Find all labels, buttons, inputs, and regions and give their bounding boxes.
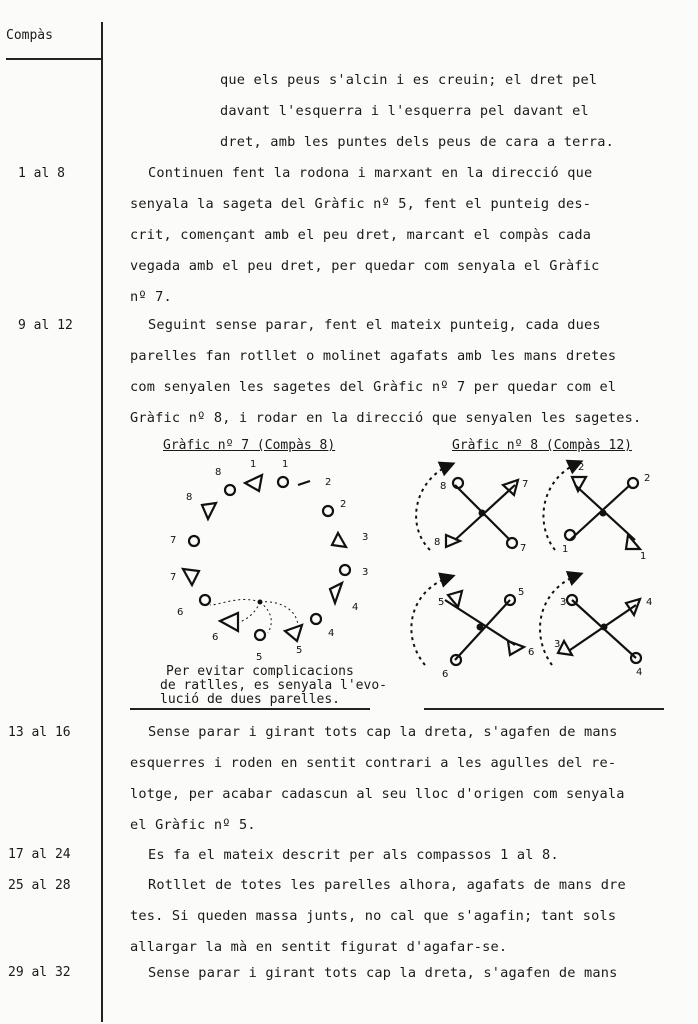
margin-label: 9 al 12 bbox=[18, 318, 73, 333]
dancer-label: 7 bbox=[522, 479, 529, 490]
figure-note-line: Per evitar complicacions bbox=[166, 664, 354, 679]
text-line: Rotllet de totes les parelles alhora, agafats de mans dre bbox=[148, 877, 626, 893]
dancer-label: 8 bbox=[186, 492, 193, 503]
dancer-label: 5 bbox=[518, 587, 525, 598]
dancer-label: 1 bbox=[250, 459, 257, 470]
dancer-label: 2 bbox=[644, 473, 651, 484]
text-line: lotge, per acabar cadascun al seu lloc d'origen com senyala bbox=[130, 786, 625, 802]
margin-label: 25 al 28 bbox=[8, 878, 71, 893]
dancer-label: 5 bbox=[256, 652, 263, 663]
figure-note-line: lució de dues parelles. bbox=[160, 692, 341, 707]
dancer-label: 4 bbox=[636, 667, 643, 678]
dancer-label: 8 bbox=[440, 481, 447, 492]
margin-divider bbox=[101, 22, 103, 1022]
dancer-label: 3 bbox=[560, 597, 567, 608]
text-line: Sense parar i girant tots cap la dreta, s'agafen de mans bbox=[148, 965, 618, 981]
text-line: tes. Si queden massa junts, no cal que s'agafin; tant sols bbox=[130, 908, 617, 924]
dancer-label: 4 bbox=[646, 597, 653, 608]
text-line: Sense parar i girant tots cap la dreta, s'agafen de mans bbox=[148, 724, 618, 740]
text-line: allargar la mà en sentit figurat d'agafar-se. bbox=[130, 939, 508, 955]
dancer-label: 5 bbox=[438, 597, 445, 608]
diagram-windmills bbox=[400, 455, 670, 690]
text-line: davant l'esquerra i l'esquerra pel davant el bbox=[220, 103, 589, 119]
text-line: que els peus s'alcin i es creuin; el dret pel bbox=[220, 72, 598, 88]
figure-caption-left: Gràfic nº 7 (Compàs 8) bbox=[163, 438, 336, 453]
text-line: esquerres i roden en sentit contrari a les agulles del re- bbox=[130, 755, 617, 771]
dancer-label: 1 bbox=[640, 551, 647, 562]
dancer-label: 6 bbox=[528, 647, 535, 658]
column-header: Compàs bbox=[6, 28, 53, 43]
dancer-label: 1 bbox=[282, 459, 289, 470]
text-line: Continuen fent la rodona i marxant en la direcció que bbox=[148, 165, 593, 181]
figure-note-line: de ratlles, es senyala l'evo- bbox=[160, 678, 387, 693]
margin-label: 13 al 16 bbox=[8, 725, 71, 740]
margin-label: 29 al 32 bbox=[8, 965, 71, 980]
text-line: dret, amb les puntes dels peus de cara a terra. bbox=[220, 134, 615, 150]
dancer-label: 6 bbox=[177, 607, 184, 618]
figure-caption-right: Gràfic nº 8 (Compàs 12) bbox=[452, 438, 633, 453]
dancer-label: 2 bbox=[578, 462, 585, 473]
dancer-label: 3 bbox=[362, 532, 369, 543]
dancer-label: 8 bbox=[434, 537, 441, 548]
margin-label: 17 al 24 bbox=[8, 847, 71, 862]
dancer-label: 6 bbox=[212, 632, 219, 643]
dancer-label: 5 bbox=[296, 645, 303, 656]
figure-rule-right bbox=[424, 708, 664, 710]
text-line: nº 7. bbox=[130, 289, 172, 305]
text-line: senyala la sageta del Gràfic nº 5, fent el punteig des- bbox=[130, 196, 592, 212]
text-line: Es fa el mateix descrit per als compassos 1 al 8. bbox=[148, 847, 559, 863]
dancer-label: 6 bbox=[442, 669, 449, 680]
header-underline bbox=[6, 58, 102, 60]
dancer-label: 4 bbox=[328, 628, 335, 639]
text-line: Seguint sense parar, fent el mateix punteig, cada dues bbox=[148, 317, 601, 333]
dancer-label: 7 bbox=[170, 572, 177, 583]
text-line: el Gràfic nº 5. bbox=[130, 817, 256, 833]
dancer-label: 3 bbox=[362, 567, 369, 578]
dancer-label: 4 bbox=[352, 602, 359, 613]
margin-label: 1 al 8 bbox=[18, 166, 65, 181]
text-line: vegada amb el peu dret, per quedar com senyala el Gràfic bbox=[130, 258, 600, 274]
text-line: com senyalen les sagetes del Gràfic nº 7 per quedar com el bbox=[130, 379, 617, 395]
dancer-label: 7 bbox=[520, 543, 527, 554]
text-line: Gràfic nº 8, i rodar en la direcció que senyalen les sagetes. bbox=[130, 410, 642, 426]
dancer-label: 1 bbox=[562, 544, 569, 555]
text-line: parelles fan rotllet o molinet agafats amb les mans dretes bbox=[130, 348, 617, 364]
dancer-label: 2 bbox=[325, 477, 332, 488]
diagram-circle bbox=[150, 455, 390, 665]
text-line: crit, començant amb el peu dret, marcant el compàs cada bbox=[130, 227, 592, 243]
dancer-label: 8 bbox=[215, 467, 222, 478]
dancer-label: 7 bbox=[170, 535, 177, 546]
dancer-label: 2 bbox=[340, 499, 347, 510]
figure-rule-left bbox=[130, 708, 370, 710]
dancer-label: 3 bbox=[554, 639, 561, 650]
